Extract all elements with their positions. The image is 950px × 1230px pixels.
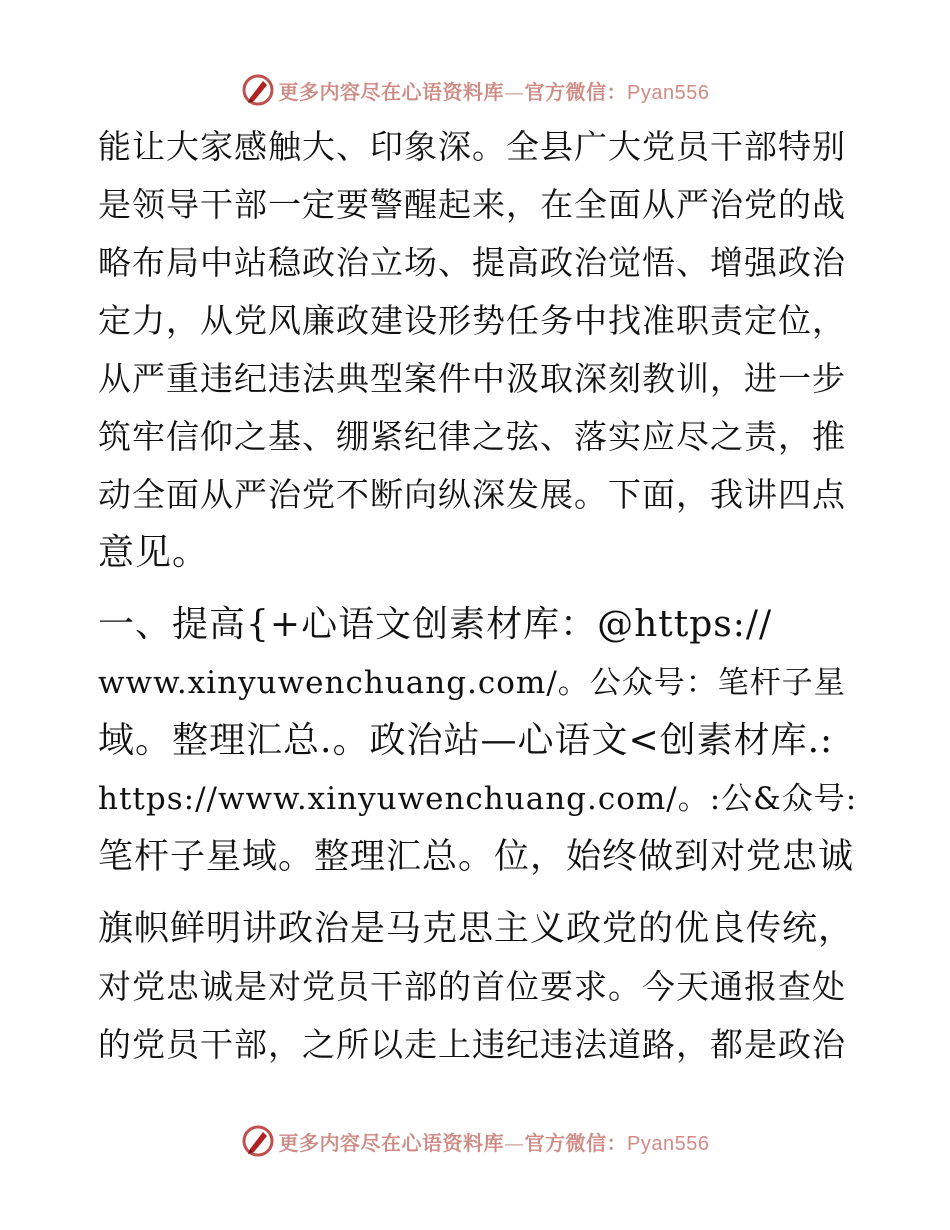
heading-line: 笔杆子星域。整理汇总。位，始终做到对党忠诚 bbox=[98, 837, 855, 877]
header-banner-text bbox=[279, 76, 710, 105]
header-watermark-banner bbox=[0, 68, 950, 112]
heading-line: 一、提高{+心语文创素材库：@https:// bbox=[98, 604, 773, 645]
paragraph-spacer bbox=[98, 886, 858, 900]
footer-banner-text bbox=[279, 1127, 710, 1156]
text-line: 定力，从党风廉政建设形势任务中找准职责定位， bbox=[98, 301, 846, 340]
text-line: 是领导干部一定要警醒起来，在全面从严治党的战 bbox=[98, 185, 846, 224]
text-line: 略布局中站稳政治立场、提高政治觉悟、增强政治 bbox=[98, 243, 846, 282]
header-banner-separator: — bbox=[504, 79, 525, 104]
text-line: 的党员干部，之所以走上违纪违法道路，都是政治 bbox=[98, 1025, 846, 1064]
heading-line: 域。整理汇总.。政治站—心语文<创素材库.: bbox=[98, 720, 834, 761]
text-line: 意见。 bbox=[98, 532, 210, 573]
header-banner-wechat-label: 官方微信： bbox=[524, 79, 628, 104]
footer-banner-main: 更多内容尽在心语资料库 bbox=[278, 1130, 505, 1155]
heading-line: www.xinyuwenchuang.com/。公众号：笔杆子星 bbox=[98, 665, 846, 701]
paragraph-2 bbox=[98, 900, 858, 1074]
text-line: 筑牢信仰之基、绷紧纪律之弦、落实应尽之责，推 bbox=[98, 417, 846, 456]
paragraph-1 bbox=[98, 118, 858, 582]
pen-logo-icon bbox=[241, 73, 275, 107]
footer-banner-wechat-id: Pyan556 bbox=[627, 1132, 710, 1155]
text-line: 对党忠诚是对党员干部的首位要求。今天通报查处 bbox=[98, 967, 846, 1006]
paragraph-spacer bbox=[98, 582, 858, 596]
footer-banner-wechat-label: 官方微信： bbox=[524, 1130, 628, 1155]
text-line: 从严重违纪违法典型案件中汲取深刻教训，进一步 bbox=[98, 359, 846, 398]
footer-watermark-banner bbox=[0, 1119, 950, 1163]
pen-logo-icon bbox=[241, 1124, 275, 1158]
heading-line: https://www.xinyuwenchuang.com/。:公&众号: bbox=[98, 781, 858, 817]
footer-banner-separator: — bbox=[504, 1130, 525, 1155]
section-heading-1 bbox=[98, 596, 858, 886]
text-line: 旗帜鲜明讲政治是马克思主义政党的优良传统， bbox=[98, 909, 855, 949]
header-banner-wechat-id: Pyan556 bbox=[627, 81, 710, 104]
text-line: 能让大家感触大、印象深。全县广大党员干部特别 bbox=[98, 127, 846, 166]
text-line: 动全面从严治党不断向纵深发展。下面，我讲四点 bbox=[98, 475, 846, 514]
document-body bbox=[98, 118, 858, 1074]
header-banner-main: 更多内容尽在心语资料库 bbox=[278, 79, 505, 104]
